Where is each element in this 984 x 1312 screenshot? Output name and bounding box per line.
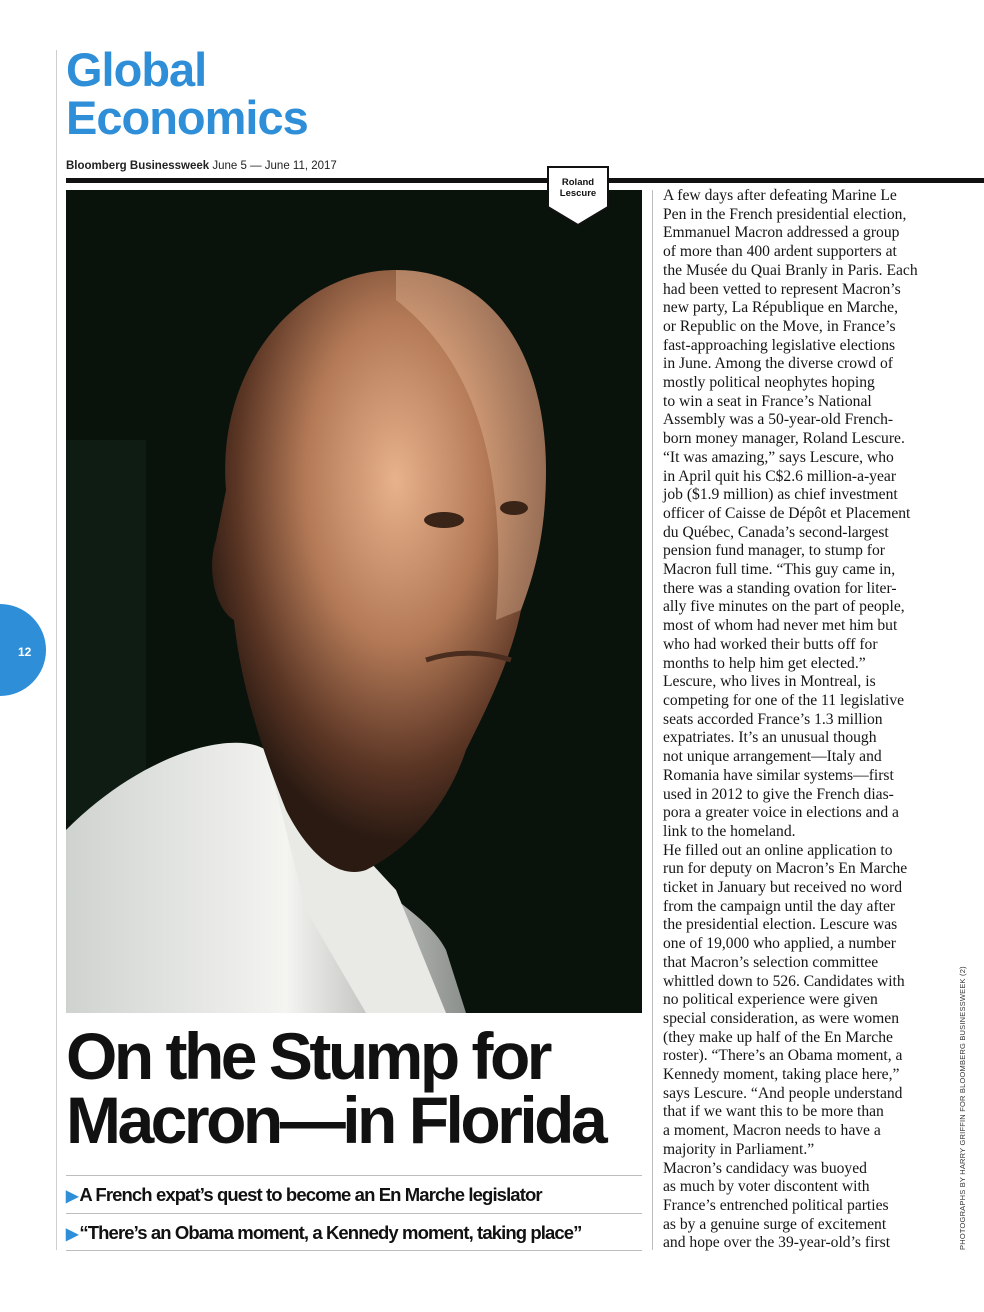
photo-credit: PHOTOGRAPHS BY HARRY GRIFFIN FOR BLOOMBERG BUSINESSWEEK (2) [958, 966, 967, 1250]
portrait-illustration [66, 190, 642, 1013]
body-line: Emmanuel Macron addressed a group [663, 224, 900, 242]
caption-tag-text [546, 177, 610, 199]
body-line: pora a greater voice in elections and a [663, 804, 899, 822]
body-line: and hope over the 39-year-old’s first [663, 1234, 891, 1252]
deck-rule-middle [66, 1213, 642, 1214]
top-rule [66, 178, 984, 183]
body-line: “It was amazing,” says Lescure, who [663, 448, 894, 466]
folio-line [66, 160, 337, 172]
body-line: new party, La République en Marche, [663, 299, 898, 317]
body-line: no political experience were given [663, 991, 878, 1009]
body-line: run for deputy on Macron’s En Marche [663, 860, 908, 878]
portrait-photo [66, 190, 642, 1013]
body-line: competing for one of the 11 legislative [663, 691, 905, 709]
caption-tag-line1: Roland [561, 177, 595, 188]
body-line: pension fund manager, to stump for [663, 542, 885, 560]
deck-text: “There’s an Obama moment, a Kennedy moment, taking place” [79, 1222, 582, 1243]
body-line: majority in Parliament.” [663, 1140, 815, 1158]
body-line: there was a standing ovation for liter- [663, 579, 897, 597]
deck-rule-bottom [66, 1250, 642, 1251]
body-line: in June. Among the diverse crowd of [663, 355, 893, 373]
headline-line1: On the Stump for [66, 1019, 549, 1093]
body-line: Macron’s candidacy was buoyed [663, 1159, 867, 1177]
body-line: He filled out an online application to [663, 841, 893, 859]
body-line: as by a genuine surge of excitement [663, 1215, 887, 1233]
body-line: as much by voter discontent with [663, 1178, 870, 1196]
body-line: link to the homeland. [663, 822, 796, 840]
body-line: from the campaign until the day after [663, 897, 896, 915]
play-arrow-icon: ▶ [66, 1188, 78, 1205]
body-line: Romania have similar systems—first [663, 766, 894, 784]
section-title-line1: Global [66, 43, 207, 96]
body-line: ally five minutes on the part of people, [663, 598, 905, 616]
body-line: to win a seat in France’s National [663, 392, 872, 410]
body-line: France’s entrenched political parties [663, 1196, 889, 1214]
body-line: or Republic on the Move, in France’s [663, 317, 896, 335]
body-line: Assembly was a 50-year-old French- [663, 411, 894, 429]
publication-name: Bloomberg Businessweek [66, 160, 210, 172]
body-line: du Québec, Canada’s second-largest [663, 523, 889, 541]
body-line: that if we want this to be more than [663, 1103, 884, 1121]
play-arrow-icon: ▶ [66, 1226, 78, 1243]
headline-line2: Macron—in Florida [66, 1083, 605, 1157]
body-line: born money manager, Roland Lescure. [663, 430, 905, 448]
deck-rule-top [66, 1175, 642, 1176]
body-line: Lescure, who lives in Montreal, is [663, 673, 876, 691]
photo-caption-tag [546, 165, 610, 227]
caption-tag-line2: Lescure [559, 188, 597, 199]
body-line: used in 2012 to give the French dias- [663, 785, 894, 803]
body-line: in April quit his C$2.6 million-a-year [663, 467, 897, 485]
body-line: roster). “There’s an Obama moment, a [663, 1047, 903, 1065]
body-line: Pen in the French presidential election, [663, 205, 907, 223]
body-line: ticket in January but received no word [663, 879, 903, 897]
deck-item [66, 1222, 646, 1244]
body-line: A few days after defeating Marine Le [663, 187, 897, 204]
body-line: the Musée du Quai Branly in Paris. Each [663, 261, 918, 279]
body-line: expatriates. It’s an unusual though [663, 729, 877, 747]
body-line: special consideration, as were women [663, 1009, 899, 1027]
body-line: seats accorded France’s 1.3 million [663, 710, 883, 728]
section-title [66, 43, 308, 144]
body-line: (they make up half of the En Marche [663, 1028, 893, 1046]
body-line: the presidential election. Lescure was [663, 916, 898, 934]
headline [66, 1019, 646, 1157]
body-line: that Macron’s selection committee [663, 953, 879, 971]
body-line: job ($1.9 million) as chief investment [663, 486, 898, 504]
page-number: 12 [18, 645, 32, 659]
body-line: most of whom had never met him but [663, 617, 898, 635]
body-line: mostly political neophytes hoping [663, 374, 875, 392]
body-line: officer of Caisse de Dépôt et Placement [663, 504, 911, 522]
body-line: Kennedy moment, taking place here,” [663, 1066, 900, 1084]
article-body [663, 187, 945, 1253]
column-rule [652, 190, 653, 1250]
body-line: not unique arrangement—Italy and [663, 748, 882, 766]
body-line: fast-approaching legislative elections [663, 336, 896, 354]
body-line: Macron full time. “This guy came in, [663, 561, 896, 579]
deck-item [66, 1184, 646, 1206]
body-line: one of 19,000 who applied, a number [663, 935, 896, 953]
body-line: whittled down to 526. Candidates with [663, 972, 905, 990]
body-line: says Lescure. “And people understand [663, 1084, 903, 1102]
body-line: months to help him get elected.” [663, 654, 866, 672]
body-line: of more than 400 ardent supporters at [663, 243, 897, 261]
deck-text: A French expat’s quest to become an En Marche legislator [79, 1184, 542, 1205]
body-line: had been vetted to represent Macron’s [663, 280, 901, 298]
issue-dates: June 5 — June 11, 2017 [212, 160, 337, 172]
body-line: who had worked their butts off for [663, 635, 878, 653]
body-line: a moment, Macron needs to have a [663, 1122, 881, 1140]
section-title-line2: Economics [66, 91, 308, 144]
left-margin-rule [56, 50, 57, 1250]
